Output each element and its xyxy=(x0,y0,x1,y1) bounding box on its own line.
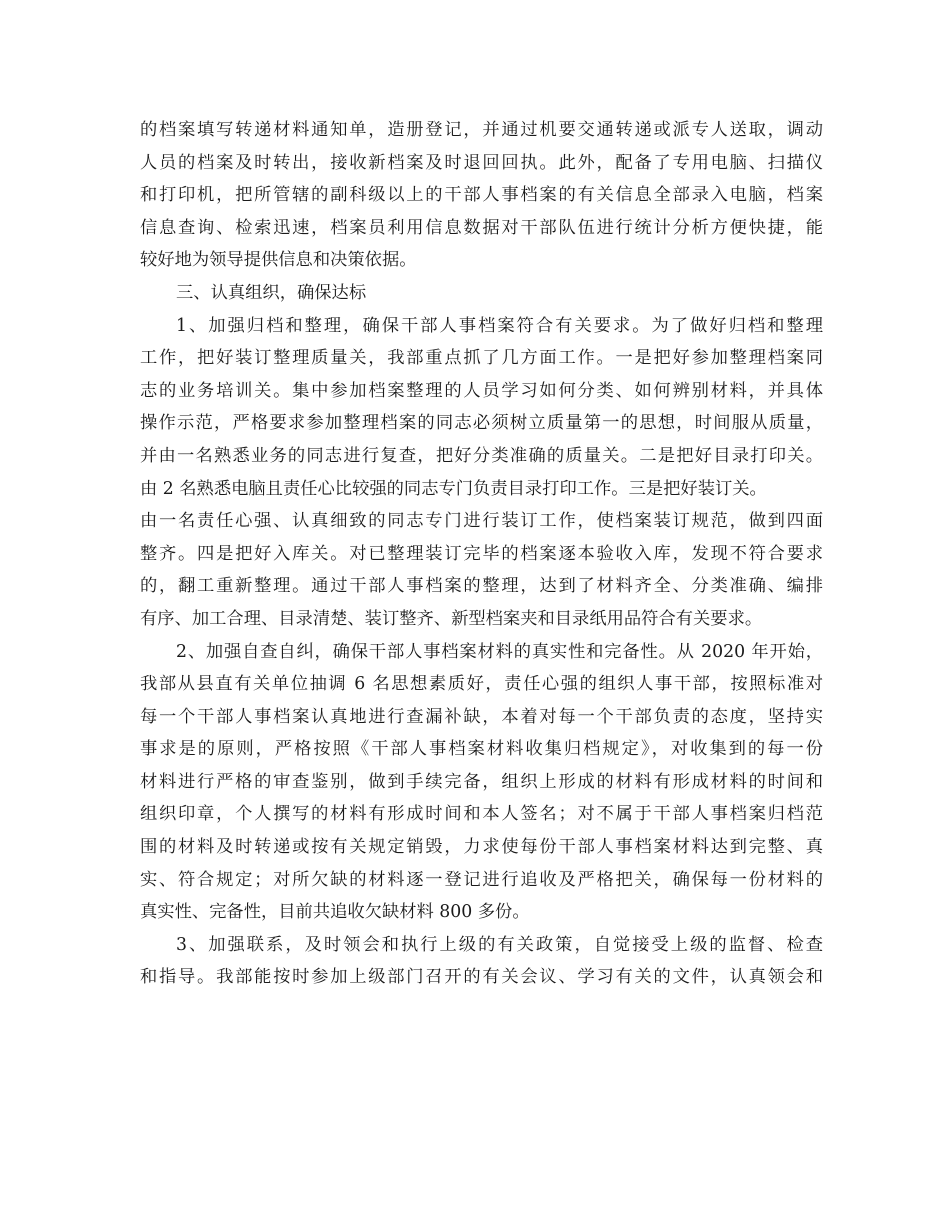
paragraph-first-line: 3、加强联系，及时领会和执行上级的有关政策，自觉接受上级的监督、检查 xyxy=(176,934,823,955)
text-line: 较好地为领导提供信息和决策依据。 xyxy=(140,250,417,271)
text-line: 事求是的原则，严格按照《干部人事档案材料收集归档规定》，对收集到的每一份 xyxy=(140,739,823,760)
text-line: 每一个干部人事档案认真地进行查漏补缺，本着对每一个干部负责的态度，坚持实 xyxy=(140,706,823,727)
text-line: 我部从县直有关单位抽调 6 名思想素质好，责任心强的组织人事干部，按照标准对 xyxy=(140,674,823,695)
text-line: 的档案填写转递材料通知单，造册登记，并通过机要交通转递或派专人送取，调动 xyxy=(140,120,823,140)
text-line: 人员的档案及时转出，接收新档案及时退回回执。此外，配备了专用电脑、扫描仪 xyxy=(140,152,823,173)
text-line: 组织印章，个人撰写的材料有形成时间和本人签名；对不属于干部人事档案归档范 xyxy=(140,804,823,825)
text-line: 信息查询、检索迅速，档案员利用信息数据对干部队伍进行统计分析方便快捷，能 xyxy=(140,217,823,238)
text-line: 志的业务培训关。集中参加档案整理的人员学习如何分类、如何辨别材料，并具体 xyxy=(140,380,823,401)
text-line: 整齐。四是把好入库关。对已整理装订完毕的档案逐本验收入库，发现不符合要求 xyxy=(140,543,823,564)
paragraph-first-line: 三、认真组织，确保达标 xyxy=(176,282,367,303)
paragraph-first-line: 1、加强归档和整理，确保干部人事档案符合有关要求。为了做好归档和整理 xyxy=(176,315,823,336)
text-line: 由 2 名熟悉电脑且责任心比较强的同志专门负责目录打印工作。三是把好装订关。 xyxy=(140,478,767,499)
text-line: 真实性、完备性，目前共追收欠缺材料 800 多份。 xyxy=(140,902,530,923)
document-body xyxy=(140,114,823,994)
text-line: 并由一名熟悉业务的同志进行复查，把好分类准确的质量关。二是把好目录打印关。 xyxy=(140,445,823,466)
text-line: 围的材料及时转递或按有关规定销毁，力求使每份干部人事档案材料达到完整、真 xyxy=(140,837,823,858)
text-line: 有序、加工合理、目录清楚、装订整齐、新型档案夹和目录纸用品符合有关要求。 xyxy=(140,608,763,629)
text-line: 操作示范，严格要求参加整理档案的同志必须树立质量第一的思想，时间服从质量， xyxy=(140,413,823,434)
text-line: 由一名责任心强、认真细致的同志专门进行装订工作，使档案装订规范，做到四面 xyxy=(140,511,823,532)
paragraph-first-line: 2、加强自查自纠，确保干部人事档案材料的真实性和完备性。从 2020 年开始， xyxy=(176,641,823,662)
text-line: 和打印机，把所管辖的副科级以上的干部人事档案的有关信息全部录入电脑，档案 xyxy=(140,185,823,206)
text-line: 工作，把好装订整理质量关，我部重点抓了几方面工作。一是把好参加整理档案同 xyxy=(140,348,823,369)
text-line: 的，翻工重新整理。通过干部人事档案的整理，达到了材料齐全、分类准确、编排 xyxy=(140,576,823,597)
text-line: 材料进行严格的审查鉴别，做到手续完备，组织上形成的材料有形成材料的时间和 xyxy=(140,771,823,792)
text-line: 实、符合规定；对所欠缺的材料逐一登记进行追收及严格把关，确保每一份材料的 xyxy=(140,869,823,890)
text-line: 和指导。我部能按时参加上级部门召开的有关会议、学习有关的文件，认真领会和 xyxy=(140,967,823,988)
